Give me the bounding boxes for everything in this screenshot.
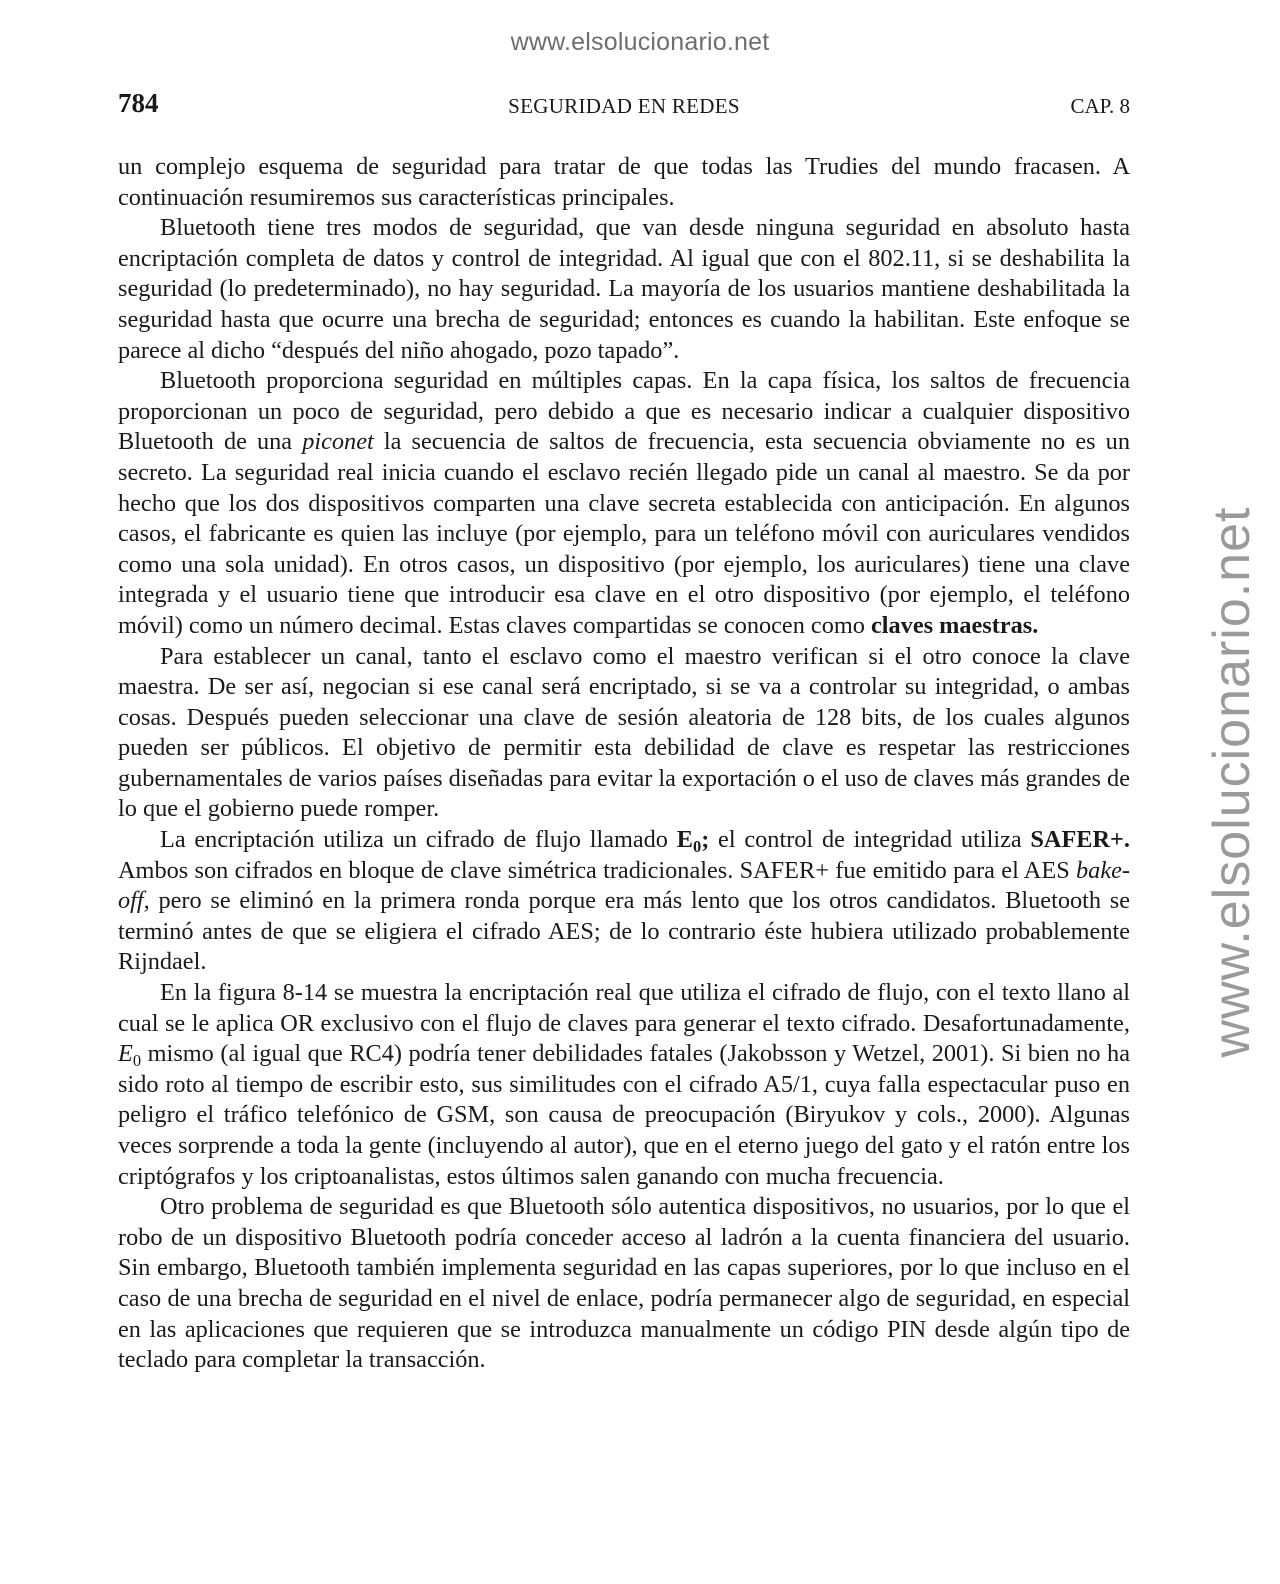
paragraph-4: Para establecer un canal, tanto el esclavo como el maestro verifican si el otro conoce la clave maestra. De ser así, negocian si ese canal será encriptado, si se va a controlar su integridad, o ambas cosas. Después pueden seleccionar una clave de sesión aleatoria de 128 bits, de los cuales algunos pueden ser públicos. El objetivo de permitir esta debilidad de clave es respetar las restricciones gubernamentales de varios países diseñadas para evitar la exportación o el uso de claves más grandes de lo que el gobierno puede romper. <box>118 642 1130 823</box>
e0-italic: E <box>118 1040 133 1068</box>
chapter-label: CAP. 8 <box>1070 94 1130 118</box>
paragraph-6 <box>118 978 1130 1192</box>
watermark-side: www.elsolucionario.net <box>1203 506 1261 1058</box>
e0-italic-subscript: 0 <box>132 1051 142 1071</box>
claves-maestras-term: claves maestras. <box>870 611 1039 639</box>
paragraph-2: Bluetooth tiene tres modos de seguridad, que van desde ninguna seguridad en absoluto hasta encriptación completa de datos y control de integridad. Al igual que con el 802.11, si se deshabilita la seguridad (lo predeterminado), no hay seguridad. La mayoría de los usuarios mantiene deshabilitada la seguridad hasta que ocurre una brecha de seguridad; entonces es cuando la habilitan. Este enfoque se parece al dicho “después del niño ahogado, pozo tapado”. <box>118 214 1130 364</box>
paragraph-5-text-c: Ambos son cifrados en bloque de clave simétrica tradicionales. SAFER+ fue emitido para el AES <box>118 856 1077 884</box>
paragraph-6-text-b: mismo (al igual que RC4) podría tener debilidades fatales (Jakobsson y Wetzel, 2001). Si bien no ha sido roto al tiempo de escribir esto, sus similitudes con el cifrado A5/1, cuya falla espectacular puso en peligro el tráfico telefónico de GSM, son causa de preocupación (Biryukov y cols., 2000). Algunas veces sorprende a toda la gente (incluyendo al autor), que en el eterno juego del gato y el ratón entre los criptógrafos y los criptoanalistas, estos últimos salen ganando con mucha frecuencia. <box>118 1040 1130 1190</box>
e0-subscript: 0 <box>692 837 702 857</box>
e0-semicolon: ; <box>701 826 710 854</box>
piconet-term: piconet <box>302 428 374 456</box>
paragraph-3-text-b: la secuencia de saltos de frecuencia, esta secuencia obviamente no es un secreto. La seguridad real inicia cuando el esclavo recién llegado pide un canal al maestro. Se da por hecho que los dos dispositivos comparten una clave secreta establecida con anticipación. En algunos casos, el fabricante es quien las incluye (por ejemplo, para un teléfono móvil con auriculares vendidos como una sola unidad). En otros casos, un dispositivo (por ejemplo, los auriculares) tiene una clave integrada y el usuario tiene que introducir esa clave en el otro dispositivo (por ejemplo, el teléfono móvil) como un número decimal. Estas claves compartidas se conocen como <box>118 428 1130 639</box>
paragraph-5-text-d: pero se eliminó en la primera ronda porque era más lento que los otros candidatos. Bluetooth se terminó antes de que se eligiera el cifrado AES; de lo contrario éste hubiera utilizado probablemente Rijndael. <box>118 887 1130 976</box>
paragraph-5-text-b: el control de integridad utiliza <box>709 826 1031 854</box>
page-number: 784 <box>118 88 159 118</box>
safer-term: SAFER+. <box>1030 826 1130 854</box>
e0-term <box>676 826 710 857</box>
body-text <box>118 152 1130 1376</box>
paragraph-7: Otro problema de seguridad es que Bluetooth sólo autentica dispositivos, no usuarios, por lo que el robo de un dispositivo Bluetooth podría conceder acceso al ladrón a la cuenta financiera del usuario. Sin embargo, Bluetooth también implementa seguridad en las capas superiores, por lo que incluso en el caso de una brecha de seguridad en el nivel de enlace, podría permanecer algo de seguridad, en especial en las aplicaciones que requieren que se introduzca manualmente un código PIN desde algún tipo de teclado para completar la transacción. <box>118 1193 1130 1374</box>
paragraph-3-text-a: Bluetooth proporciona seguridad en múltiples capas. En la capa física, los saltos de frecuencia proporcionan un poco de seguridad, pero debido a que es necesario indicar a cualquier dispositivo Bluetooth de una <box>118 367 1130 456</box>
paragraph-6-text-a: En la figura 8-14 se muestra la encriptación real que utiliza el cifrado de flujo, con el texto llano al cual se le aplica OR exclusivo con el flujo de claves para generar el texto cifrado. Desafortunadamente, <box>118 979 1130 1037</box>
e0-letter: E <box>676 826 693 854</box>
paragraph-5-text-a: La encriptación utiliza un cifrado de flujo llamado <box>160 826 677 854</box>
bake-off-term: bake-off, <box>118 856 1130 915</box>
paragraph-1: un complejo esquema de seguridad para tratar de que todas las Trudies del mundo fracasen. A continuación resumiremos sus características principales. <box>118 153 1130 211</box>
paragraph-3 <box>118 366 1130 641</box>
running-head <box>118 88 1130 128</box>
watermark-top: www.elsolucionario.net <box>510 28 770 56</box>
paragraph-5 <box>118 825 1130 978</box>
header-title: SEGURIDAD EN REDES <box>508 94 740 118</box>
